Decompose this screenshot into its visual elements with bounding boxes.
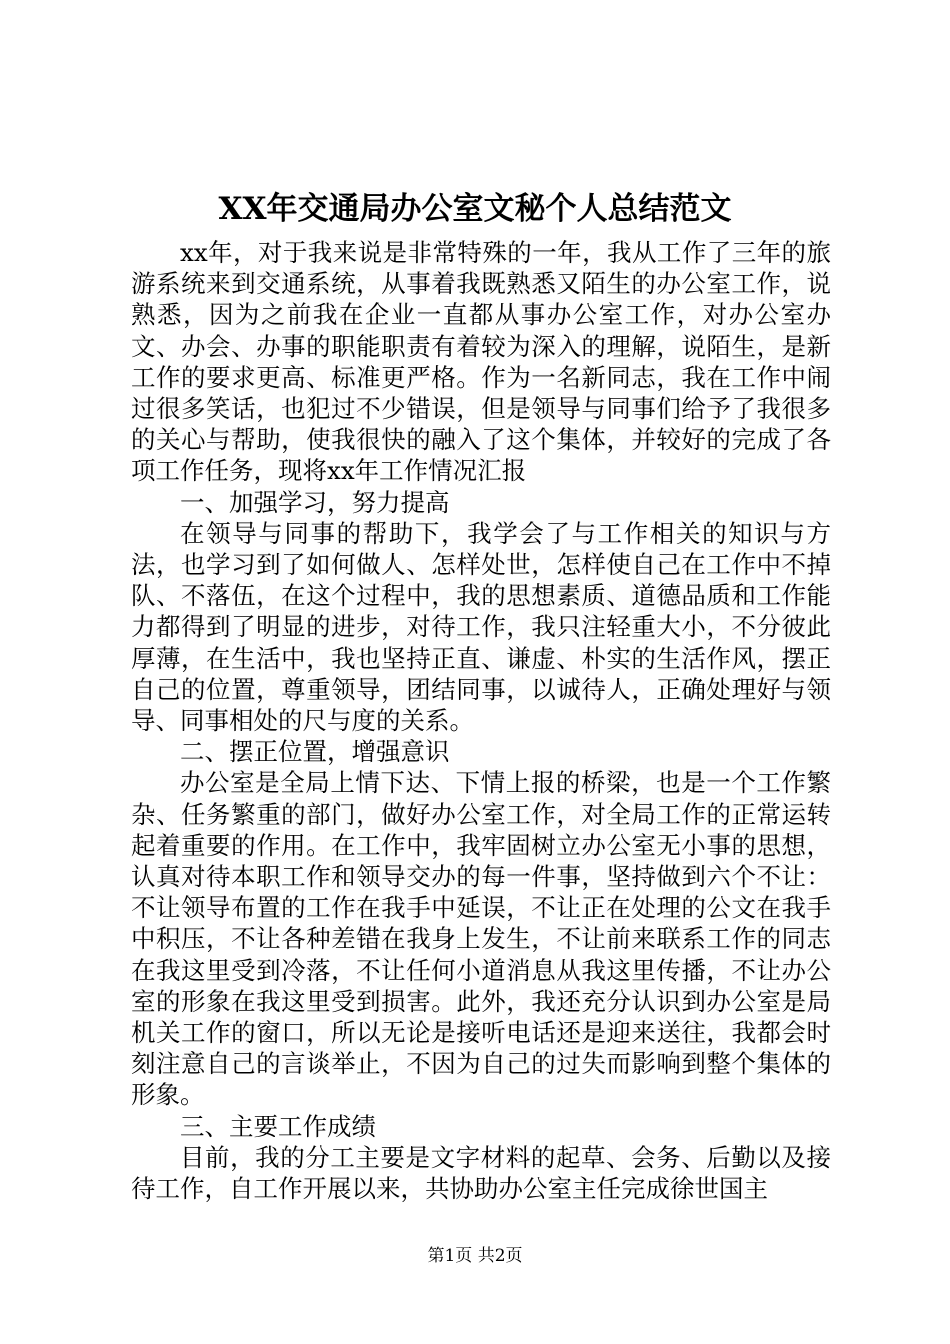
paragraph-section-1: 在领导与同事的帮助下，我学会了与工作相关的知识与方法，也学习到了如何做人、怎样处世，怎样使自己在工作中不掉队、不落伍，在这个过程中，我的思想素质、道德品质和工作能力都得到了明显的进步，对待工作，我只注轻重大小，不分彼此厚薄，在生活中，我也坚持正直、谦虚、朴实的生活作风，摆正自己的位置，尊重领导，团结同事，以诚待人，正确处理好与领导、同事相处的尺与度的关系。 [131, 518, 831, 736]
document-body [131, 237, 831, 1204]
paragraph-section-2: 办公室是全局上情下达、下情上报的桥梁，也是一个工作繁杂、任务繁重的部门，做好办公室工作，对全局工作的正常运转起着重要的作用。在工作中，我牢固树立办公室无小事的思想，认真对待本职工作和领导交办的每一件事，坚持做到六个不让：不让领导布置的工作在我手中延误，不让正在处理的公文在我手中积压，不让各种差错在我身上发生，不让前来联系工作的同志在我这里受到冷落，不让任何小道消息从我这里传播，不让办公室的形象在我这里受到损害。此外，我还充分认识到办公室是局机关工作的窗口，所以无论是接听电话还是迎来送往，我都会时刻注意自己的言谈举止，不因为自己的过失而影响到整个集体的形象。 [131, 768, 831, 1110]
page-footer: 第1页 共2页 [427, 1246, 523, 1266]
paragraph-intro: xx年，对于我来说是非常特殊的一年，我从工作了三年的旅游系统来到交通系统，从事着我既熟悉又陌生的办公室工作，说熟悉，因为之前我在企业一直都从事办公室工作，对办公室办文、办会、办事的职能职责有着较为深入的理解，说陌生，是新工作的要求更高、标准更严格。作为一名新同志，我在工作中闹过很多笑话，也犯过不少错误，但是领导与同事们给予了我很多的关心与帮助，使我很快的融入了这个集体，并较好的完成了各项工作任务，现将xx年工作情况汇报 [131, 238, 831, 486]
paragraph-section-3: 目前，我的分工主要是文字材料的起草、会务、后勤以及接待工作，自工作开展以来，共协助办公室主任完成徐世国主 [131, 1142, 831, 1204]
section-heading-3: 三、主要工作成绩 [180, 1111, 376, 1141]
document-title: XX年交通局办公室文秘个人总结范文 [218, 191, 732, 227]
section-heading-1: 一、加强学习，努力提高 [180, 487, 450, 517]
section-heading-2: 二、摆正位置，增强意识 [180, 737, 450, 767]
